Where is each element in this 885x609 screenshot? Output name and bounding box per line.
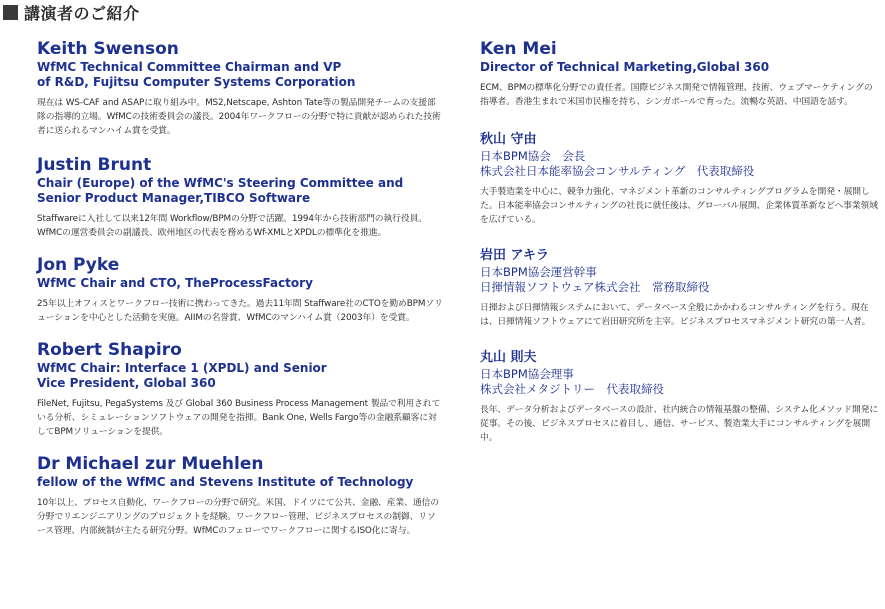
header-square-icon: [3, 5, 18, 20]
speaker-name: Justin Brunt: [37, 155, 152, 175]
speaker-role: 日本BPM協会理事: [480, 367, 574, 381]
speaker-role: Chair (Europe) of the WfMC's Steering Committee and: [37, 176, 404, 190]
speaker-role: 日揮情報ソフトウェア株式会社 常務取締役: [480, 280, 710, 294]
speaker-role: Vice President, Global 360: [37, 376, 216, 390]
speaker-bio: FileNet, Fujitsu, PegaSystems 及び Global 360 Business Process Management 製品で利用されている分析、シミュレーションソフトウェアの開発を指揮。Bank One, Wells Fargo等の金融系顧客に対してBPMソリューションを提供。: [37, 399, 441, 437]
speaker-role: WfMC Chair and CTO, TheProcessFactory: [37, 276, 313, 290]
speaker-akiyama: [480, 131, 880, 227]
speaker-bio: 大手製造業を中心に、競争力強化、マネジメント革新のコンサルティングプログラムを開発・展開した。日本能率協会コンサルティングの社長に就任後は、グローバル展開、企業体質革新などへ事業領域を広げている。: [480, 187, 878, 225]
speaker-robert-shapiro: [37, 339, 443, 439]
speaker-role: WfMC Technical Committee Chairman and VP: [37, 60, 342, 74]
speaker-name: 秋山 守由: [480, 132, 537, 147]
speaker-bio: Staffwareに入社して以来12年間 Workflow/BPMの分野で活躍。1994年から技術部門の執行役員。WfMCの運営委員会の副議長、欧州地区の代表を務めるWf-XMLとXPDLの標準化を推進。: [37, 214, 427, 238]
speaker-bio: 10年以上、プロセス自動化、ワークフローの分野で研究。米国、ドイツにて公共、金融、産業、通信の分野でリエンジニアリングのプロジェクトを経験。ワークフロー管理、ビジネスプロセスの制御、リソース管理、内部統制が主たる研究分野。WfMCのフェローでワークフローに関するISO化に寄与。: [37, 498, 439, 536]
speaker-maruyama: [480, 349, 880, 445]
speaker-bio: 日揮および日揮情報システムにおいて、データベース全般にかかわるコンサルティングを行う。現在は、日揮情報ソフトウェアにて岩田研究所を主宰。ビジネスプロセスマネジメント研究の第一人者。: [480, 303, 871, 327]
speaker-role: WfMC Chair: Interface 1 (XPDL) and Senior: [37, 361, 327, 375]
speaker-name: 岩田 アキラ: [480, 248, 550, 263]
section-header: [3, 1, 140, 23]
speaker-name: Jon Pyke: [37, 255, 120, 275]
speaker-keith-swenson: [37, 38, 443, 138]
speaker-name: Robert Shapiro: [37, 340, 182, 360]
speaker-iwata: [480, 247, 880, 329]
right-column: [480, 38, 880, 457]
speaker-role: Senior Product Manager,TIBCO Software: [37, 191, 311, 205]
speaker-role: Director of Technical Marketing,Global 360: [480, 60, 770, 74]
left-column: [37, 38, 443, 550]
speaker-bio: 現在は WS-CAF and ASAPに取り組み中。MS2,Netscape, Ashton Tate等の製品開発チームの支援部隊の指導的立場。WfMCの技術委員会の議長。2004年ワークフローの分野で特に貢献が認められた技術者に送られるマンハイム賞を受賞。: [37, 98, 441, 136]
speaker-role: 日本BPM協会 会長: [480, 149, 586, 163]
speaker-name: Ken Mei: [480, 39, 557, 59]
speaker-role: 株式会社日本能率協会コンサルティング 代表取締役: [480, 164, 755, 178]
speaker-name: Keith Swenson: [37, 39, 179, 59]
speaker-role: fellow of the WfMC and Stevens Institute of Technology: [37, 475, 414, 489]
speaker-role: 日本BPM協会運営幹事: [480, 265, 597, 279]
speaker-michael-zur-muehlen: [37, 453, 443, 538]
speaker-justin-brunt: [37, 154, 443, 240]
speaker-role: of R&D, Fujitsu Computer Systems Corporation: [37, 75, 356, 89]
speaker-bio: ECM、BPMの標準化分野での責任者。国際ビジネス開発で情報管理、技術、ウェブマーケティングの指導者。香港生まれで米国市民権を持ち、シンガポールで育った。流暢な英語、中国語を話す。: [480, 83, 873, 107]
speaker-jon-pyke: [37, 254, 443, 325]
speaker-ken-mei: [480, 38, 880, 109]
speaker-bio: 25年以上オフィスとワークフロー技術に携わってきた。過去11年間 Staffware社のCTOを勤めBPMソリューションを中心とした活動を実施。AIIMの名誉賞、WfMCのマンハイム賞（2003年）を受賞。: [37, 299, 443, 323]
section-title: 講演者のご紹介: [24, 3, 140, 23]
speaker-name: Dr Michael zur Muehlen: [37, 454, 264, 474]
speaker-name: 丸山 則夫: [480, 350, 537, 365]
speaker-role: 株式会社メタジトリー 代表取締役: [480, 382, 664, 396]
speaker-bio: 長年、データ分析およびデータベースの設計、社内統合の情報基盤の整備、システム化メソッド開発に従事。その後、ビジネスプロセスに着目し、通信、サービス、製造業大手にコンサルティングを展開中。: [480, 405, 879, 443]
